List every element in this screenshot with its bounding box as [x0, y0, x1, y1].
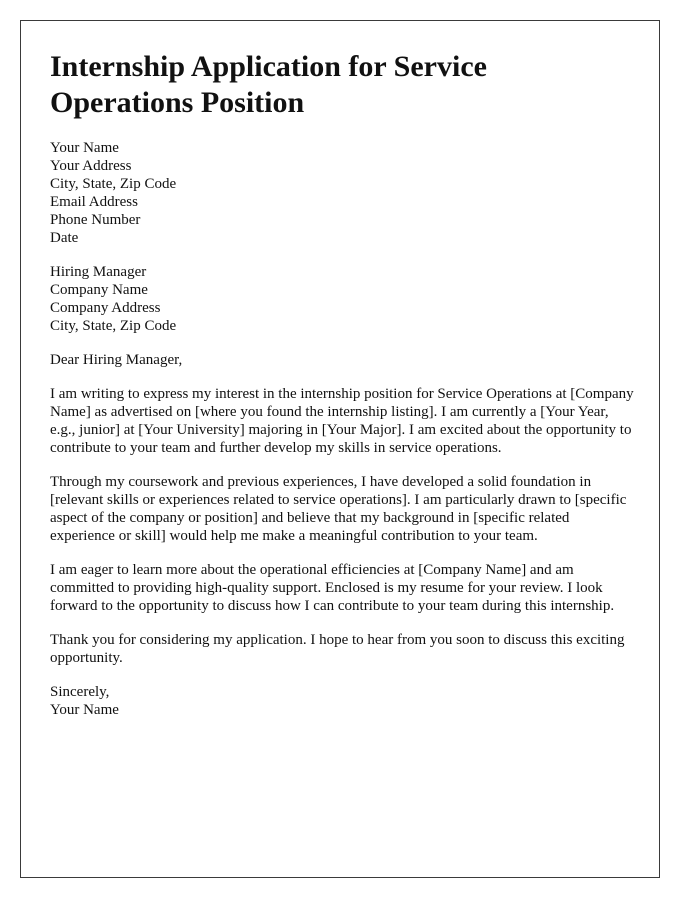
recipient-company-address: Company Address: [50, 300, 161, 316]
letter-page: [20, 20, 660, 878]
recipient-title: Hiring Manager: [50, 264, 147, 280]
body-paragraph-3: I am eager to learn more about the operational efficiencies at [Company Name] and am committed to providing high-quality support. Enclosed is my resume for your review. I look forward to the opportunity to discuss how I can contribute to your team during this internship.: [50, 562, 615, 614]
sender-address-block: [50, 139, 635, 247]
body-paragraph-4: Thank you for considering my application. I hope to hear from you soon to discuss this exciting opportunity.: [50, 632, 625, 666]
sender-name: Your Name: [50, 140, 119, 156]
sender-phone: Phone Number: [50, 212, 141, 228]
sender-city-state-zip: City, State, Zip Code: [50, 176, 177, 192]
salutation: Dear Hiring Manager,: [50, 352, 183, 368]
letter-content: [50, 49, 635, 735]
recipient-company: Company Name: [50, 282, 148, 298]
sender-address: Your Address: [50, 158, 132, 174]
closing: Sincerely,: [50, 684, 110, 700]
letter-date: Date: [50, 230, 79, 246]
recipient-city-state-zip: City, State, Zip Code: [50, 318, 177, 334]
body-paragraph-1: I am writing to express my interest in the internship position for Service Operations at [Company Name] as advertised on [where you found the internship listing]. I am currently a [Your Year, e.g., junior] at [Your University] majoring in [Your Major]. I am excited about the opportunity to contribute to your team and further develop my skills in service operations.: [50, 386, 634, 456]
sender-email: Email Address: [50, 194, 138, 210]
body-paragraph-2: Through my coursework and previous experiences, I have developed a solid foundation in [relevant skills or experiences related to service operations]. I am particularly drawn to [specific aspect of the company or position] and believe that my background in [specific related experience or skill] would help me make a meaningful contribution to your team.: [50, 474, 627, 544]
closing-block: [50, 683, 635, 719]
signature-name: Your Name: [50, 702, 119, 718]
letter-title: Internship Application for Service Operations Position: [50, 50, 487, 119]
recipient-address-block: [50, 263, 635, 335]
